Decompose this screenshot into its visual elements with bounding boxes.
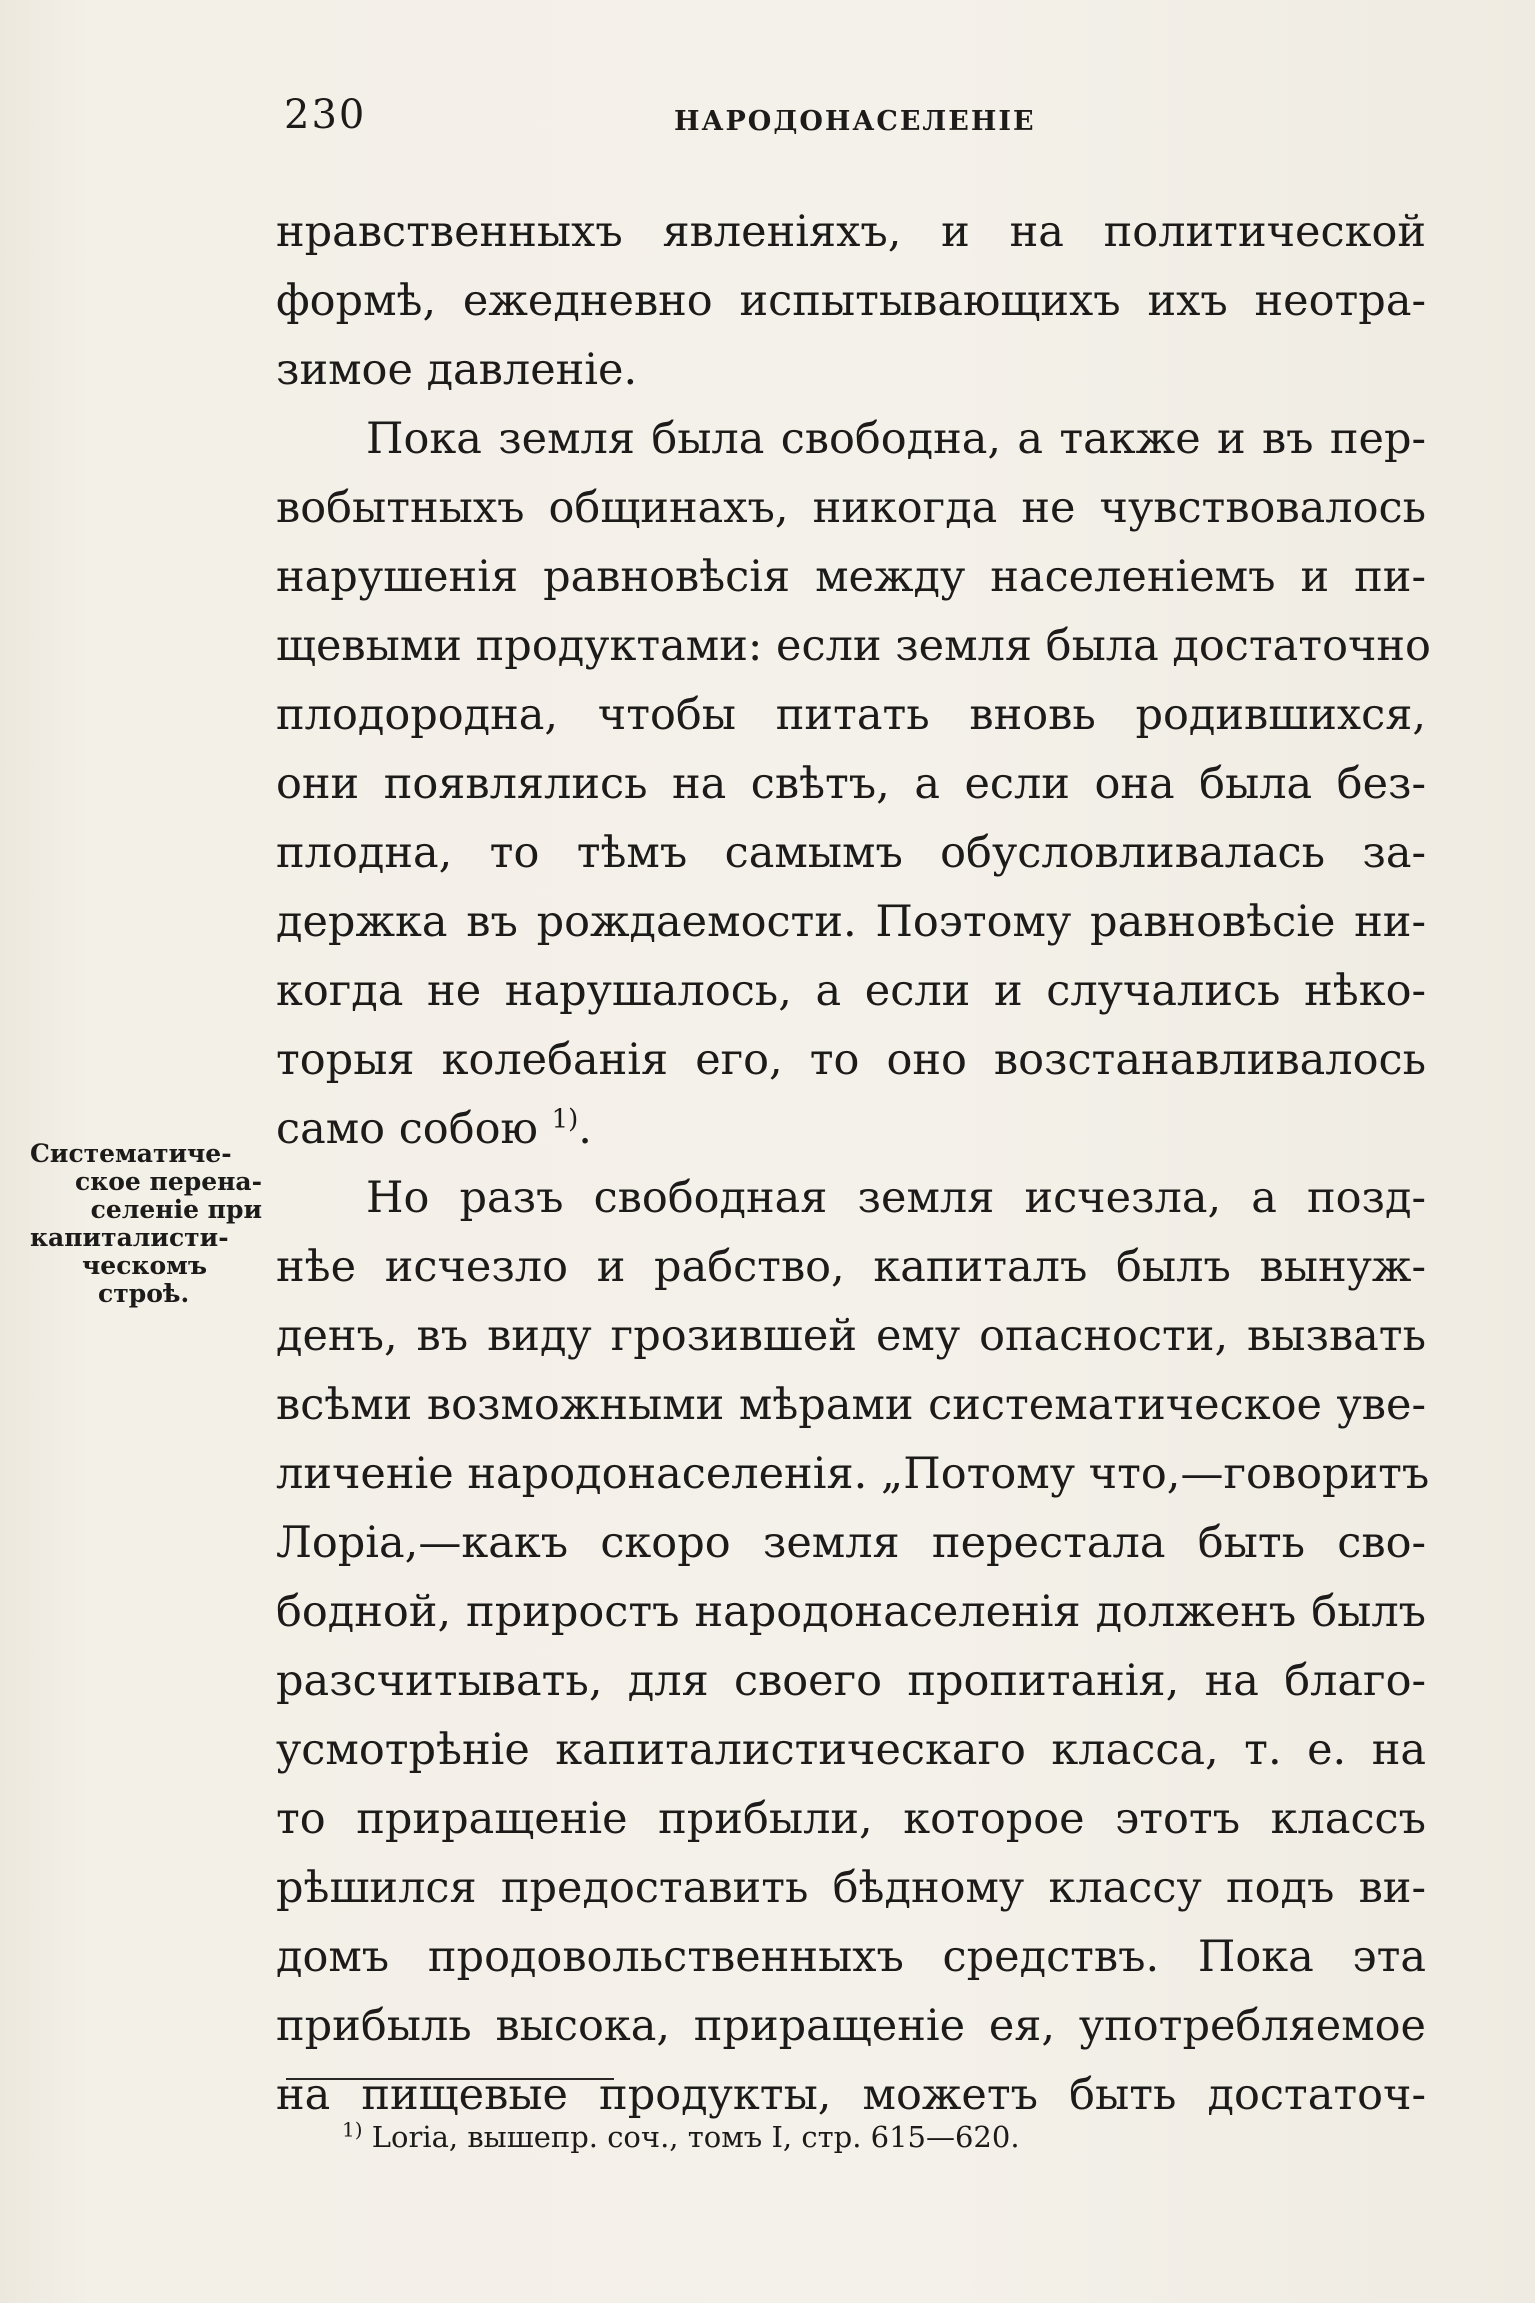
margin-note-line: строѣ. xyxy=(98,1279,190,1308)
margin-note-line: ческомъ xyxy=(82,1251,208,1280)
text-line: то приращеніе прибыли, которое этотъ классъ xyxy=(276,1794,1426,1844)
text-line: рѣшился предоставить бѣдному классу подъ ви- xyxy=(276,1863,1426,1913)
margin-note-line: ское перена- xyxy=(74,1167,262,1196)
text-line: нравственныхъ явленіяхъ, и на политической xyxy=(276,207,1426,257)
footnote-text: Loria, вышепр. соч., томъ I, стр. 615—620. xyxy=(371,2120,1020,2154)
footnote-mark: 1) xyxy=(342,2117,363,2142)
margin-note-line: Систематиче- xyxy=(30,1139,232,1168)
text-line-content: само собою xyxy=(276,1104,538,1154)
text-line: прибыль высока, приращеніе ея, употребляемое xyxy=(276,2001,1426,2051)
text-line: домъ продовольственныхъ средствъ. Пока эта xyxy=(276,1932,1426,1982)
text-line: щевыми продуктами: если земля была достаточно xyxy=(276,621,1431,671)
text-line: разсчитывать, для своего пропитанія, на благо- xyxy=(276,1656,1426,1706)
margin-note-line: капиталисти- xyxy=(30,1223,229,1252)
text-line-with-footnote-ref: само собою $^{1)}$. xyxy=(276,1104,592,1154)
running-title: НАРОДОНАСЕЛЕНІЕ xyxy=(674,106,1036,137)
text-line: бодной, приростъ народонаселенія долженъ былъ xyxy=(276,1587,1426,1637)
text-line: усмотрѣніе капиталистическаго класса, т. е. на xyxy=(276,1725,1426,1775)
text-line: нарушенія равновѣсія между населеніемъ и пи- xyxy=(276,552,1426,602)
text-line: зимое давленіе. xyxy=(276,345,638,395)
paragraph-start-line: Но разъ свободная земля исчезла, а позд- xyxy=(366,1173,1426,1223)
text-line: торыя колебанія его, то оно возстанавливалось xyxy=(276,1035,1426,1085)
text-line: вобытныхъ общинахъ, никогда не чувствовалось xyxy=(276,483,1426,533)
page-header xyxy=(284,92,1434,152)
footnote-separator xyxy=(286,2078,614,2080)
text-line: нѣе исчезло и рабство, капиталъ былъ вынуж- xyxy=(276,1242,1426,1292)
text-line: держка въ рождаемости. Поэтому равновѣсіе ни- xyxy=(276,897,1426,947)
margin-note-line: селеніе при xyxy=(90,1195,262,1224)
footnote-reference: 1) xyxy=(551,1104,579,1135)
body-text xyxy=(276,198,1431,2130)
text-line: когда не нарушалось, а если и случались нѣко- xyxy=(276,966,1426,1016)
text-line: личеніе народонаселенія. „Потому что,—говоритъ xyxy=(276,1449,1430,1499)
text-line: плодородна, чтобы питать вновь родившихся, xyxy=(276,690,1426,740)
paragraph-start-line: Пока земля была свободна, а также и въ пер- xyxy=(366,414,1426,464)
text-line: они появлялись на свѣтъ, а если она была без- xyxy=(276,759,1426,809)
text-line: денъ, въ виду грозившей ему опасности, вызвать xyxy=(276,1311,1426,1361)
page-number: 230 xyxy=(284,92,367,138)
text-line: плодна, то тѣмъ самымъ обусловливалась за- xyxy=(276,828,1426,878)
text-line: формѣ, ежедневно испытывающихъ ихъ неотра- xyxy=(276,276,1426,326)
footnote xyxy=(342,2117,1020,2154)
text-line: всѣми возможными мѣрами систематическое уве- xyxy=(276,1380,1426,1430)
margin-note xyxy=(30,1140,262,1308)
text-line: на пищевые продукты, можетъ быть достаточ- xyxy=(276,2070,1426,2120)
text-line: Лоріа,—какъ скоро земля перестала быть сво- xyxy=(276,1518,1426,1568)
